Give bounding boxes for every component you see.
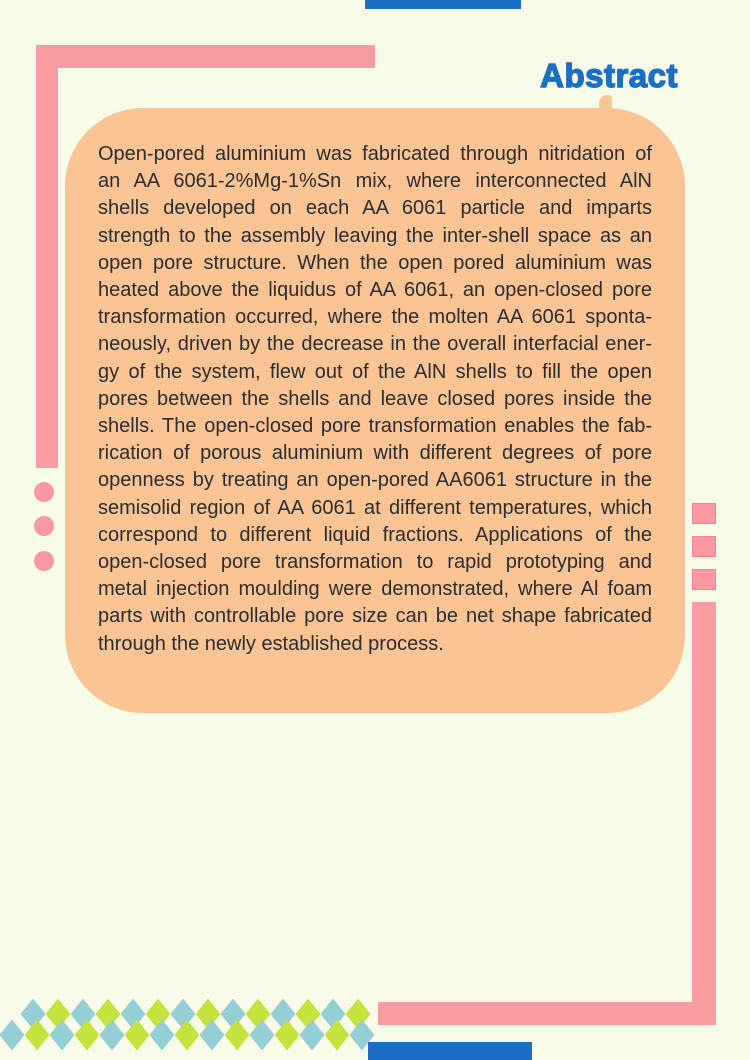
pink-square xyxy=(692,536,716,557)
abstract-line: open-closed pore transformation to rapid prototyping and xyxy=(98,551,652,574)
pink-circle xyxy=(34,551,54,571)
abstract-line: shells. The open-closed pore transformation enables the fab- xyxy=(98,415,652,438)
abstract-line: metal injection moulding were demonstrated, where Al foam xyxy=(98,578,652,601)
abstract-line: an AA 6061-2%Mg-1%Sn mix, where interconnected AlN xyxy=(98,170,652,193)
teal-diamond xyxy=(300,1020,325,1051)
green-diamond xyxy=(25,1020,50,1051)
green-diamond xyxy=(275,1020,300,1051)
teal-diamond xyxy=(250,1020,275,1051)
bottom-blue-accent-bar xyxy=(368,1042,532,1060)
abstract-line: openness by treating an open-pored AA6061 structure in the xyxy=(98,469,652,492)
top-blue-accent-bar xyxy=(365,0,521,9)
abstract-line: open pore structure. When the open pored aluminium was xyxy=(98,251,652,274)
abstract-line: through the newly established process. xyxy=(98,632,444,655)
pink-square xyxy=(692,503,716,524)
teal-diamond xyxy=(200,1020,225,1051)
pink-circle xyxy=(34,482,54,502)
pink-square xyxy=(692,569,716,590)
green-diamond xyxy=(125,1020,150,1051)
abstract-line: parts with controllable pore size can be net shape fabricated xyxy=(98,605,652,628)
pink-circle xyxy=(34,516,54,536)
abstract-line: neously, driven by the decrease in the overall interfacial ener- xyxy=(98,333,652,356)
teal-diamond xyxy=(100,1020,125,1051)
abstract-line: transformation occurred, where the molten AA 6061 sponta- xyxy=(98,306,652,329)
bottom-right-frame-vertical-bar xyxy=(692,602,716,1025)
abstract-line: heated above the liquidus of AA 6061, an open-closed pore xyxy=(98,279,652,302)
top-left-frame-vertical-bar xyxy=(36,45,58,468)
abstract-line: semisolid region of AA 6061 at different temperatures, which xyxy=(98,496,652,519)
page-title: Abstract xyxy=(540,57,678,94)
abstract-line: correspond to different liquid fractions. Applications of the xyxy=(98,523,652,546)
abstract-line: rication of porous aluminium with different degrees of pore xyxy=(98,442,652,465)
abstract-line: gy of the system, flew out of the AlN shells to fill the open xyxy=(98,360,652,383)
green-diamond xyxy=(175,1020,200,1051)
abstract-line: Open-pored aluminium was fabricated through nitridation of xyxy=(98,143,652,165)
teal-diamond xyxy=(50,1020,75,1051)
abstract-line: shells developed on each AA 6061 particle and imparts xyxy=(98,197,652,220)
abstract-line: strength to the assembly leaving the inter-shell space as an xyxy=(98,224,652,247)
abstract-box xyxy=(65,108,685,713)
green-diamond xyxy=(325,1020,350,1051)
teal-diamond xyxy=(150,1020,175,1051)
green-diamond xyxy=(75,1020,100,1051)
bottom-right-frame-horizontal-bar xyxy=(378,1002,716,1025)
abstract-text xyxy=(98,141,652,658)
top-left-frame-horizontal-bar xyxy=(36,45,375,68)
teal-diamond xyxy=(0,1020,25,1051)
abstract-line: pores between the shells and leave closed pores inside the xyxy=(98,387,652,410)
green-diamond xyxy=(225,1020,250,1051)
